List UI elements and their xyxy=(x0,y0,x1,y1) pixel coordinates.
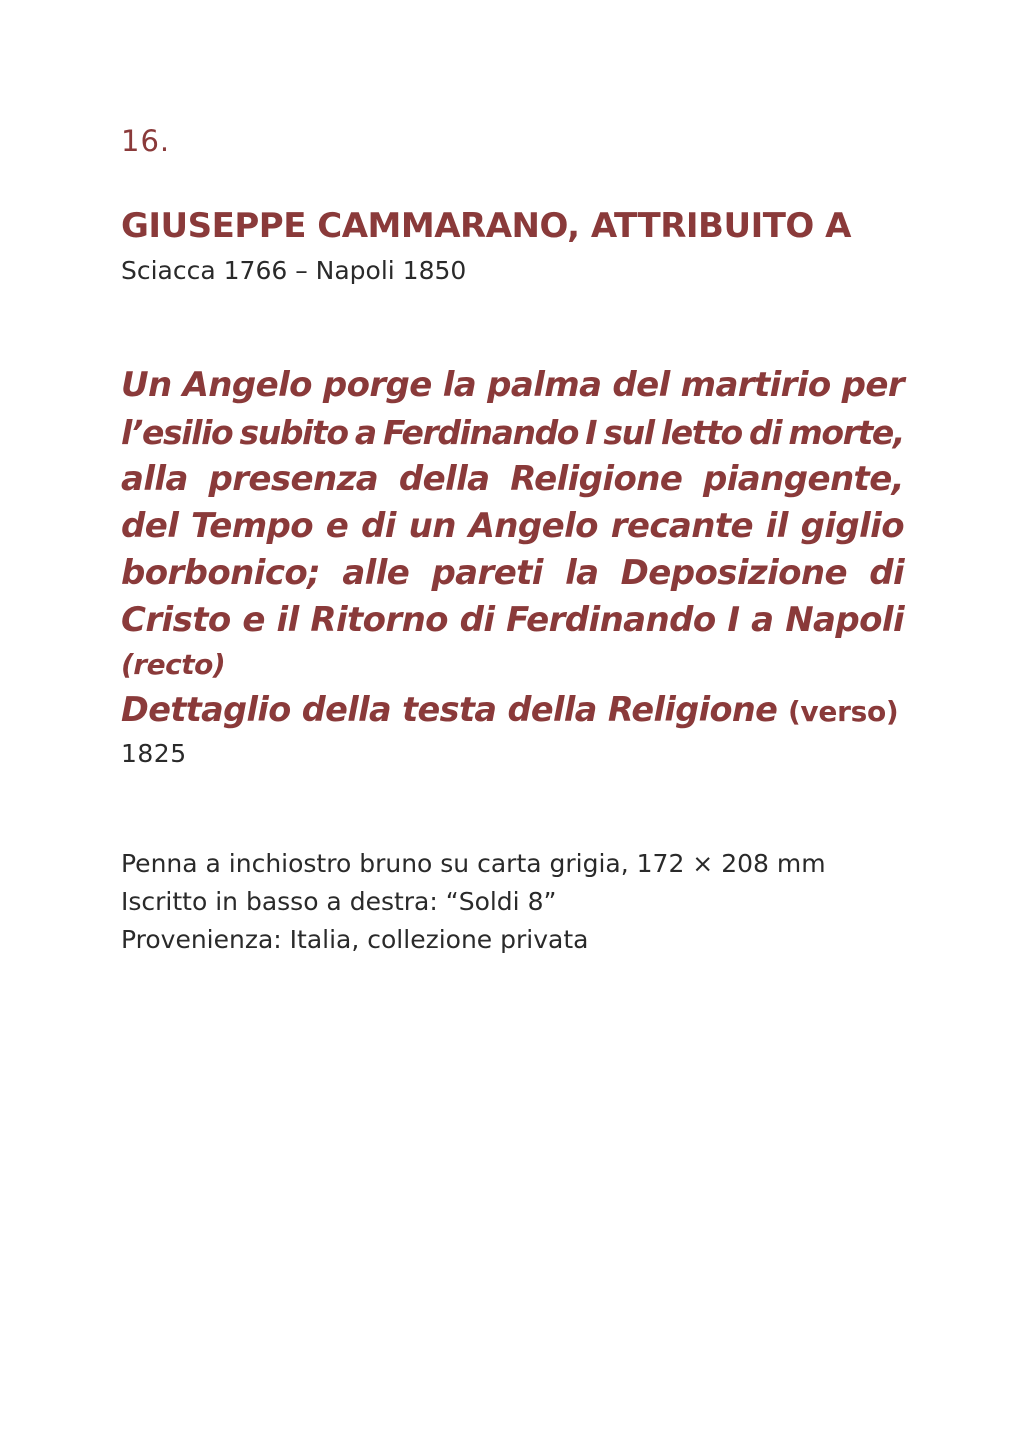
artwork-title-line: alla presenza della Religione piangente, xyxy=(121,459,904,499)
recto-label: (recto) xyxy=(121,648,226,681)
provenance: Provenienza: Italia, collezione privata xyxy=(121,925,589,954)
artist-life-dates: Sciacca 1766 – Napoli 1850 xyxy=(121,256,467,285)
artwork-title-line: Cristo e il Ritorno di Ferdinando I a Napoli xyxy=(121,600,904,640)
artwork-title-line: del Tempo e di un Angelo recante il giglio xyxy=(121,506,904,546)
artist-name: GIUSEPPE CAMMARANO, ATTRIBUITO A xyxy=(121,206,851,246)
artwork-title-line: borbonico; alle pareti la Deposizione di xyxy=(121,553,904,593)
inscription: Iscritto in basso a destra: “Soldi 8” xyxy=(121,887,557,916)
artwork-title-line: Un Angelo porge la palma del martirio per xyxy=(121,365,904,405)
artwork-date: 1825 xyxy=(121,739,187,768)
entry-number: 16. xyxy=(121,124,171,158)
artwork-title-block xyxy=(121,362,904,772)
verso-title: Dettaglio della testa della Religione xyxy=(121,690,778,729)
artwork-title-line: l’esilio subito a Ferdinando I sul letto di morte, xyxy=(121,413,904,452)
verso-line xyxy=(121,686,904,736)
verso-label: (verso) xyxy=(787,695,899,728)
artwork-details xyxy=(121,845,904,959)
medium-dimensions: Penna a inchiostro bruno su carta grigia, 172 × 208 mm xyxy=(121,849,826,878)
